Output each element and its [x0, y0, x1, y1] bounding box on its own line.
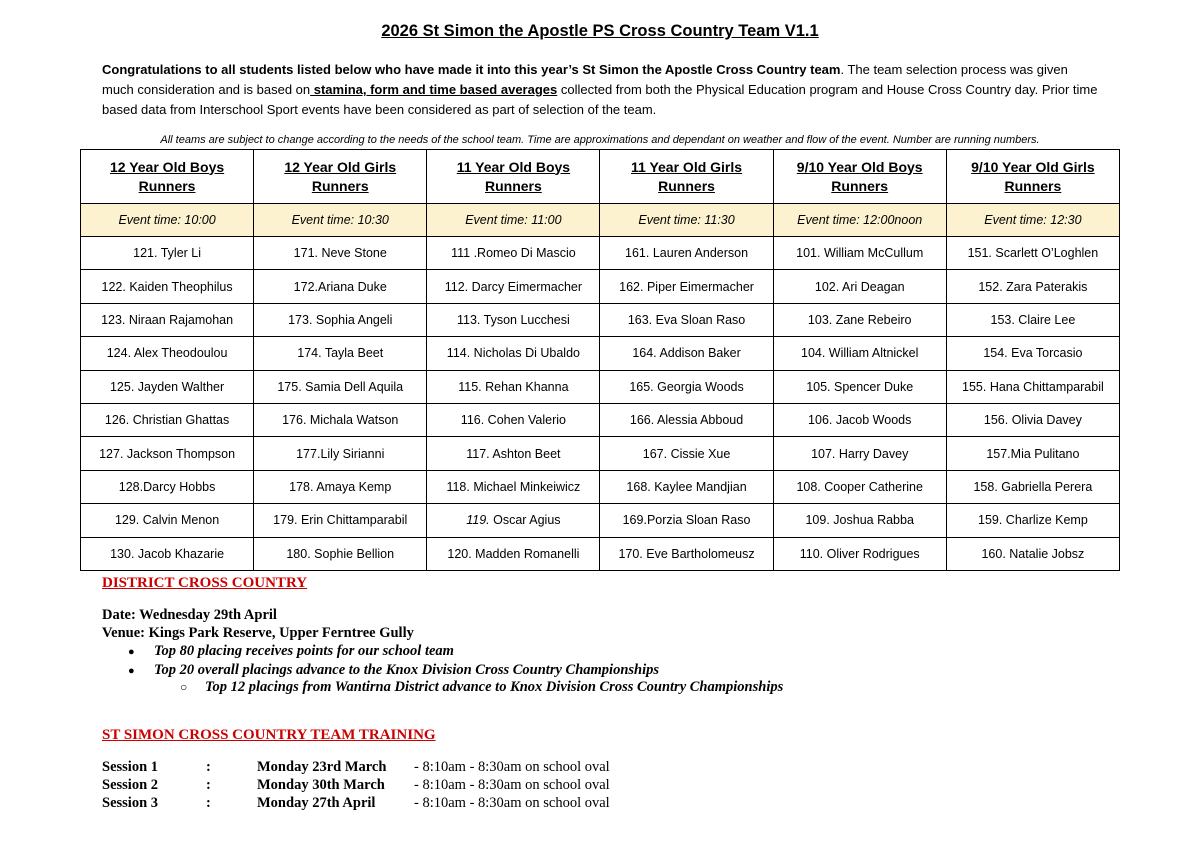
runner-cell: 151. Scarlett O’Loghlen	[946, 237, 1119, 270]
header-11-boys: 11 Year Old Boys Runners	[427, 150, 600, 204]
intro-part2: . The team selection process was given much consideration and is based on	[102, 62, 1068, 97]
session-date: Monday 30th March	[257, 777, 385, 793]
runner-cell: 108. Cooper Catherine	[773, 470, 946, 503]
runner-cell: 116. Cohen Valerio	[427, 403, 600, 436]
runner-cell: 163. Eva Sloan Raso	[600, 303, 773, 336]
runner-cell: 173. Sophia Angeli	[254, 303, 427, 336]
table-row	[81, 403, 1120, 436]
header-9-10-boys: 9/10 Year Old Boys Runners	[773, 150, 946, 204]
runner-cell: 160. Natalie Jobsz	[946, 537, 1119, 570]
session-time: - 8:10am - 8:30am on school oval	[414, 759, 610, 775]
runner-cell: 130. Jacob Khazarie	[81, 537, 254, 570]
header-9-10-girls: 9/10 Year Old Girls Runners	[946, 150, 1119, 204]
table-row	[81, 437, 1120, 470]
runner-cell: 178. Amaya Kemp	[254, 470, 427, 503]
session-sep: :	[206, 759, 211, 775]
runner-cell: 109. Joshua Rabba	[773, 504, 946, 537]
runner-cell: 155. Hana Chittamparabil	[946, 370, 1119, 403]
runner-cell: 119. Oscar Agius	[427, 504, 600, 537]
runner-cell: 152. Zara Paterakis	[946, 270, 1119, 303]
table-row	[81, 470, 1120, 503]
runner-cell: 106. Jacob Woods	[773, 403, 946, 436]
district-heading: DISTRICT CROSS COUNTRY	[102, 575, 308, 591]
runner-cell: 164. Addison Baker	[600, 337, 773, 370]
runner-cell: 169.Porzia Sloan Raso	[600, 504, 773, 537]
runner-cell: 158. Gabriella Perera	[946, 470, 1119, 503]
header-12-boys: 12 Year Old Boys Runners	[81, 150, 254, 204]
runner-cell: 104. William Altnickel	[773, 337, 946, 370]
table-row	[81, 237, 1120, 270]
page-title: 2026 St Simon the Apostle PS Cross Country Team V1.1	[381, 22, 819, 40]
event-time-cell: Event time: 12:00noon	[773, 204, 946, 237]
district-bullets	[128, 642, 659, 680]
runner-cell: 105. Spencer Duke	[773, 370, 946, 403]
event-time-cell: Event time: 11:00	[427, 204, 600, 237]
runner-cell: 124. Alex Theodoulou	[81, 337, 254, 370]
runner-cell: 125. Jayden Walther	[81, 370, 254, 403]
runner-cell: 111 .Romeo Di Mascio	[427, 237, 600, 270]
session-sep: :	[206, 777, 211, 793]
intro-paragraph	[102, 60, 1102, 120]
runner-cell: 165. Georgia Woods	[600, 370, 773, 403]
runner-cell: 126. Christian Ghattas	[81, 403, 254, 436]
header-11-girls: 11 Year Old Girls Runners	[600, 150, 773, 204]
runner-cell: 127. Jackson Thompson	[81, 437, 254, 470]
header-12-girls: 12 Year Old Girls Runners	[254, 150, 427, 204]
runner-cell: 172.Ariana Duke	[254, 270, 427, 303]
runner-cell: 162. Piper Eimermacher	[600, 270, 773, 303]
table-row	[81, 537, 1120, 570]
session-name: Session 3	[102, 795, 159, 811]
session-time: - 8:10am - 8:30am on school oval	[414, 795, 610, 811]
intro-bold: Congratulations to all students listed below who have made it into this year’s St Simon the Apostle Cross Country team	[102, 62, 841, 77]
runner-cell: 174. Tayla Beet	[254, 337, 427, 370]
district-date: Date: Wednesday 29th April	[102, 607, 277, 623]
runner-cell: 176. Michala Watson	[254, 403, 427, 436]
runner-cell: 180. Sophie Bellion	[254, 537, 427, 570]
session-time: - 8:10am - 8:30am on school oval	[414, 777, 610, 793]
table-row	[81, 337, 1120, 370]
list-item: ● Top 20 overall placings advance to the Knox Division Cross Country Championships	[128, 661, 659, 680]
table-row	[81, 370, 1120, 403]
runner-cell: 114. Nicholas Di Ubaldo	[427, 337, 600, 370]
event-time-cell: Event time: 10:30	[254, 204, 427, 237]
table-header-row	[81, 150, 1120, 204]
training-heading: ST SIMON CROSS COUNTRY TEAM TRAINING	[102, 727, 436, 743]
runner-cell: 121. Tyler Li	[81, 237, 254, 270]
runner-cell: 156. Olivia Davey	[946, 403, 1119, 436]
runner-cell: 168. Kaylee Mandjian	[600, 470, 773, 503]
table-row	[81, 504, 1120, 537]
team-table	[80, 149, 1120, 571]
runner-cell: 103. Zane Rebeiro	[773, 303, 946, 336]
event-time-cell: Event time: 11:30	[600, 204, 773, 237]
runner-cell: 122. Kaiden Theophilus	[81, 270, 254, 303]
runner-cell: 167. Cissie Xue	[600, 437, 773, 470]
runner-cell: 117. Ashton Beet	[427, 437, 600, 470]
runner-cell: 107. Harry Davey	[773, 437, 946, 470]
runner-cell: 102. Ari Deagan	[773, 270, 946, 303]
runner-cell: 118. Michael Minkeiwicz	[427, 470, 600, 503]
runner-cell: 170. Eve Bartholomeusz	[600, 537, 773, 570]
session-name: Session 2	[102, 777, 159, 793]
session-sep: :	[206, 795, 211, 811]
runner-cell: 179. Erin Chittamparabil	[254, 504, 427, 537]
runner-cell: 153. Claire Lee	[946, 303, 1119, 336]
runner-cell: 177.Lily Sirianni	[254, 437, 427, 470]
runner-cell: 175. Samia Dell Aquila	[254, 370, 427, 403]
session-name: Session 1	[102, 759, 159, 775]
runner-cell: 154. Eva Torcasio	[946, 337, 1119, 370]
runner-cell: 115. Rehan Khanna	[427, 370, 600, 403]
runner-cell: 112. Darcy Eimermacher	[427, 270, 600, 303]
session-date: Monday 27th April	[257, 795, 376, 811]
runner-cell: 120. Madden Romanelli	[427, 537, 600, 570]
runner-cell: 123. Niraan Rajamohan	[81, 303, 254, 336]
table-row	[81, 270, 1120, 303]
runner-cell: 129. Calvin Menon	[81, 504, 254, 537]
district-venue: Venue: Kings Park Reserve, Upper Ferntree Gully	[102, 625, 414, 641]
runner-cell: 113. Tyson Lucchesi	[427, 303, 600, 336]
session-date: Monday 23rd March	[257, 759, 387, 775]
runner-cell: 157.Mia Pulitano	[946, 437, 1119, 470]
event-time-cell: Event time: 12:30	[946, 204, 1119, 237]
list-item: ● Top 80 placing receives points for our school team	[128, 642, 659, 661]
runner-cell: 161. Lauren Anderson	[600, 237, 773, 270]
event-time-row	[81, 204, 1120, 237]
district-sub-bullet: ○ Top 12 placings from Wantirna District advance to Knox Division Cross Country Championships	[180, 678, 783, 696]
runner-cell: 110. Oliver Rodrigues	[773, 537, 946, 570]
runner-cell: 159. Charlize Kemp	[946, 504, 1119, 537]
event-time-cell: Event time: 10:00	[81, 204, 254, 237]
runner-cell: 166. Alessia Abboud	[600, 403, 773, 436]
intro-part3: collected from both the Physical Education program and House Cross Country day. Prior time based data from Interschool Sport events have been considered as part of selection of the team.	[102, 82, 1098, 117]
table-row	[81, 303, 1120, 336]
runner-cell: 101. William McCullum	[773, 237, 946, 270]
runner-cell: 171. Neve Stone	[254, 237, 427, 270]
runner-cell: 128.Darcy Hobbs	[81, 470, 254, 503]
intro-underlined: stamina, form and time based averages	[310, 82, 558, 97]
disclaimer-note: All teams are subject to change according to the needs of the school team. Time are approximations and dependant on weather and flow of the event. Number are running numbers.	[160, 134, 1040, 146]
